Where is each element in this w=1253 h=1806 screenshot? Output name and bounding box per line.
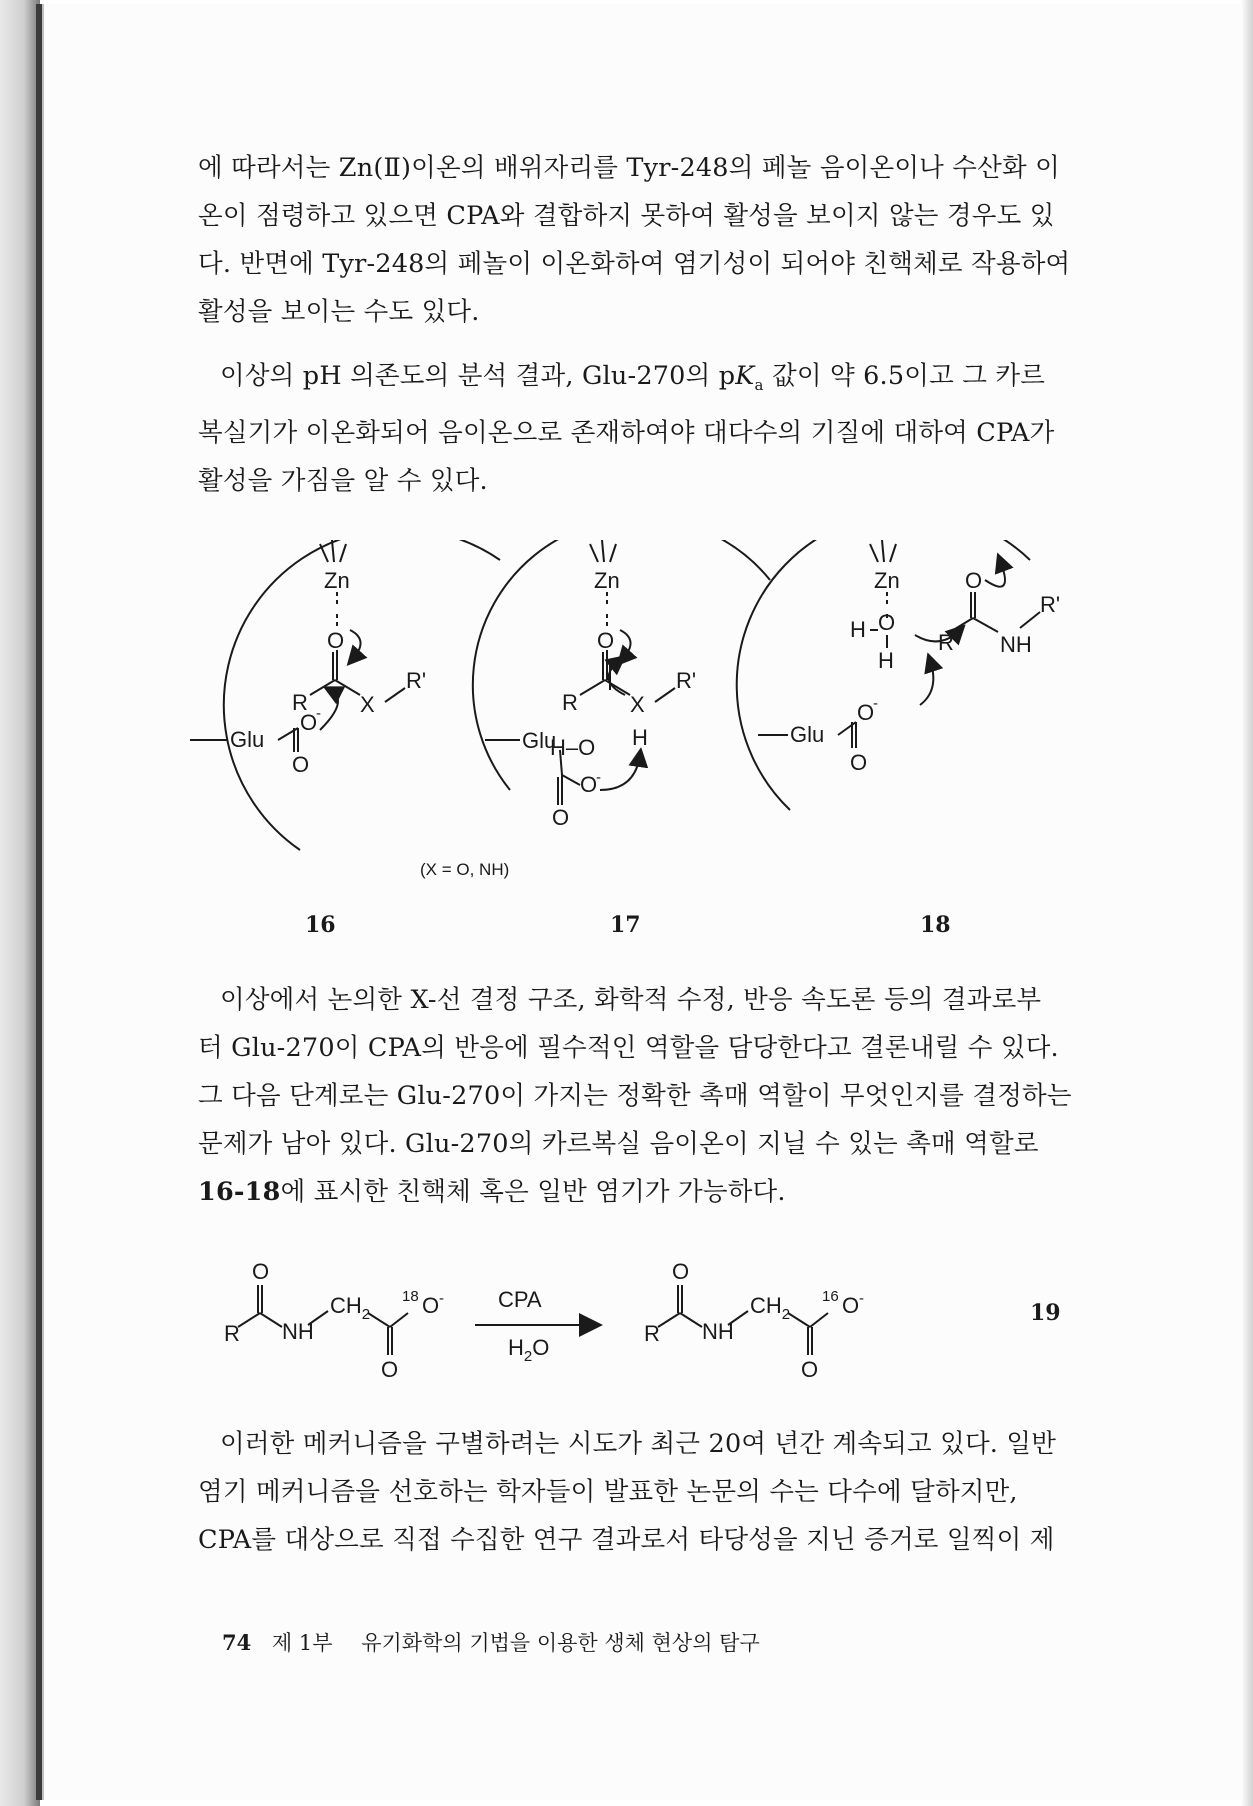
r-prime-label: R' — [676, 668, 697, 693]
minus-sign: - — [316, 705, 321, 722]
ch2-label: $CH_2$ — [330, 1293, 371, 1323]
isotope-18-label: 18 — [402, 1288, 419, 1305]
text-line: 터 Glu-270이 CPA의 반응에 필수적인 역할을 담당한다고 결론내릴 수 있다. — [198, 1033, 1059, 1063]
carbonyl-o-label: O — [672, 1259, 690, 1284]
zn-label: Zn — [324, 568, 350, 593]
o-label: O — [292, 752, 310, 777]
text-line: 이상에서 논의한 X-선 결정 구조, 화학적 수정, 반응 속도론 등의 결과로부 — [220, 985, 1042, 1015]
glu-label: Glu — [230, 727, 265, 752]
o-minus-label: O — [580, 772, 598, 797]
section-title: 유기화학의 기법을 이용한 생체 현상의 탐구 — [361, 1631, 760, 1655]
o-label: O — [597, 628, 615, 653]
h-label: H — [878, 648, 894, 673]
equation-label-19: 19 — [1030, 1300, 1061, 1326]
o-minus-label: O — [300, 710, 318, 735]
page-footer — [222, 1627, 760, 1657]
text-line: 복실기가 이온화되어 음이온으로 존재하여야 대다수의 기질에 대하여 CPA가 — [198, 418, 1055, 449]
minus-sign: - — [439, 1290, 444, 1307]
book-spine-shadow — [0, 0, 40, 1806]
structure-17 — [473, 540, 770, 805]
text-line: CPA를 대상으로 직접 수집한 연구 결과로서 타당성을 지닌 증거로 일찍이 제 — [198, 1525, 1055, 1555]
figure-label-18: 18 — [920, 912, 951, 938]
carbonyl-o-label: O — [252, 1259, 270, 1284]
zn-label: Zn — [594, 568, 620, 593]
glu-label: Glu — [790, 722, 825, 747]
text-line: 에 따라서는 Zn(Ⅱ)이온의 배위자리를 Tyr-248의 페놀 음이온이나 수산화 이 — [198, 153, 1060, 183]
zn-label: Zn — [874, 568, 900, 593]
ch2-label: $CH_2$ — [750, 1293, 791, 1323]
text-line: 염기 메커니즘을 선호하는 학자들이 발표한 논문의 수는 다수에 달하지만, — [198, 1477, 1018, 1507]
h-label: H — [632, 725, 648, 750]
text-line: 다. 반면에 Tyr-248의 페놀이 이온화하여 염기성이 되어야 친핵체로 작용하여 — [198, 249, 1071, 279]
page-edge — [1241, 0, 1253, 1806]
minus-sign: - — [859, 1290, 864, 1307]
r-label: R — [562, 690, 578, 715]
o-label: O — [965, 568, 983, 593]
text-line: 활성을 가짐을 알 수 있다. — [198, 466, 488, 497]
text-line: 그 다음 단계로는 Glu-270이 가지는 정확한 촉매 역할이 무엇인지를 결정하는 — [198, 1081, 1072, 1111]
h-label: H — [850, 617, 866, 642]
x-label: X — [360, 692, 375, 717]
text-line: 문제가 남아 있다. Glu-270의 카르복실 음이온이 지닐 수 있는 촉매 역할로 — [198, 1129, 1039, 1159]
text-line: 온이 점령하고 있으면 CPA와 결합하지 못하여 활성을 보이지 않는 경우도 있 — [198, 201, 1055, 231]
glu-label: Glu — [522, 728, 557, 753]
water-label: $H_2O$ — [508, 1335, 550, 1365]
o-label: O — [878, 610, 896, 635]
figure-label-17: 17 — [610, 912, 641, 938]
r-label: R — [938, 630, 954, 655]
o-label: O — [552, 805, 570, 830]
part-label: 제 1부 — [271, 1631, 333, 1655]
r-prime-label: R' — [406, 668, 427, 693]
r-label: R — [292, 690, 308, 715]
h-o-label: H–O — [550, 735, 596, 760]
nh-label: NH — [702, 1319, 734, 1344]
text-line: 이상의 pH 의존도의 분석 결과, Glu-270의 $pK_a$ 값이 약 6.5이고 그 카르 — [220, 361, 1046, 395]
x-label: X — [630, 692, 645, 717]
paragraph-zinc-binding — [198, 144, 1090, 336]
nh-label: NH — [282, 1319, 314, 1344]
r-prime-label: R' — [1040, 592, 1061, 617]
o-label: O — [381, 1357, 399, 1382]
page-number: 74 — [222, 1630, 252, 1655]
mechanism-figure — [170, 540, 1100, 900]
r-label: R — [644, 1321, 660, 1346]
minus-sign: - — [873, 695, 878, 712]
paragraph-glu-role — [198, 976, 1090, 1216]
minus-sign: - — [596, 769, 601, 786]
text-line: 16-18에 표시한 친핵체 혹은 일반 염기가 가능하다. — [198, 1177, 786, 1207]
cpa-label: CPA — [498, 1287, 542, 1312]
equation-19 — [210, 1255, 1090, 1385]
figure-label-16: 16 — [305, 912, 336, 938]
o-label: O — [850, 750, 868, 775]
o-minus-label: O — [842, 1293, 860, 1318]
nh-label: NH — [1000, 632, 1032, 657]
paragraph-mechanism-debate — [198, 1420, 1090, 1564]
o-minus-label: O — [422, 1293, 440, 1318]
r-label: R — [224, 1321, 240, 1346]
figure-caption: (X = O, NH) — [420, 860, 510, 879]
paragraph-ph-dependence — [198, 352, 1090, 505]
isotope-16-label: 16 — [822, 1288, 839, 1305]
text-line: 이러한 메커니즘을 구별하려는 시도가 최근 20여 년간 계속되고 있다. 일반 — [220, 1429, 1057, 1459]
o-minus-label: O — [857, 700, 875, 725]
o-label: O — [801, 1357, 819, 1382]
o-label: O — [327, 628, 345, 653]
text-line: 활성을 보이는 수도 있다. — [198, 297, 480, 327]
